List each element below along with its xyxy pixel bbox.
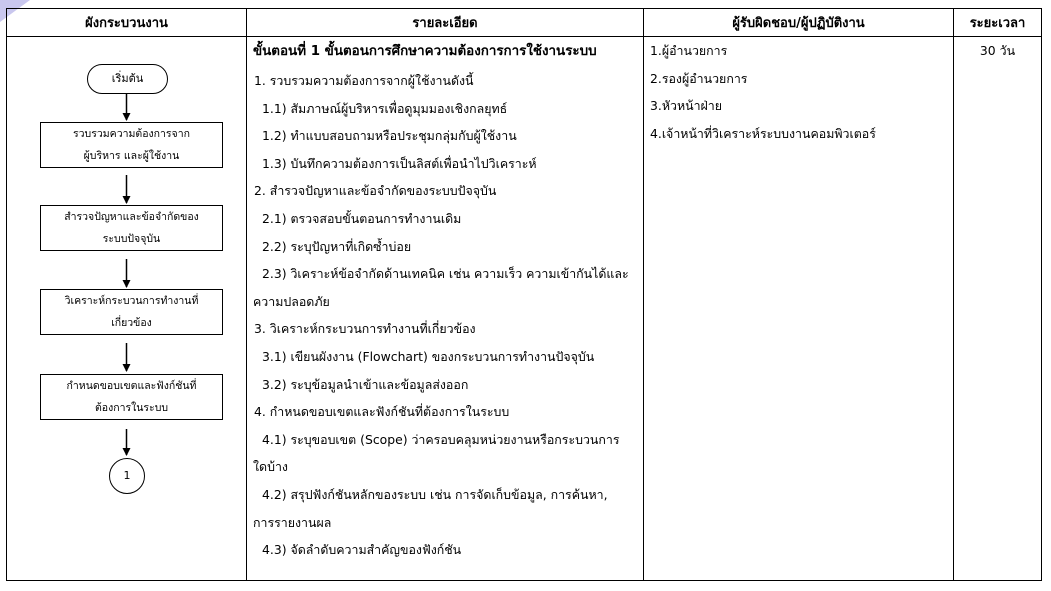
flow-connector: 1 (109, 458, 145, 494)
flow-box-survey-problems: สำรวจปัญหาและข้อจำกัดของ ระบบปัจจุบัน (40, 205, 223, 251)
responsible-item: 1.ผู้อำนวยการ (650, 43, 728, 58)
duration-value: 30 วัน (979, 43, 1016, 58)
detail-line: 3.2) ระบุข้อมูลนำเข้าและข้อมูลส่งออก (262, 376, 469, 392)
responsible-list (644, 37, 953, 147)
flow-box-gather-requirements: รวบรวมความต้องการจาก ผู้บริหาร และผู้ใช้งาน (40, 122, 223, 168)
flowchart (7, 37, 247, 577)
header-duration: ระยะเวลา (954, 9, 1042, 37)
flow-box-define-scope: กำหนดขอบเขตและฟังก์ชันที่ ต้องการในระบบ (40, 374, 223, 420)
detail-line: การรายงานผล (253, 514, 332, 530)
header-detail: รายละเอียด (247, 9, 644, 37)
detail-line: 1.3) บันทึกความต้องการเป็นลิสต์เพื่อนำไปวิเคราะห์ (262, 155, 537, 171)
responsible-item: 2.รองผู้อำนวยการ (650, 70, 748, 86)
header-responsible: ผู้รับผิดชอบ/ผู้ปฏิบัติงาน (644, 9, 954, 37)
detail-line: 4.1) ระบุขอบเขต (Scope) ว่าครอบคลุมหน่วยงานหรือกระบวนการ (262, 431, 620, 447)
step-title: ขั้นตอนที่ 1 ขั้นตอนการศึกษาความต้องการการใช้งานระบบ (253, 44, 597, 59)
responsible-cell (644, 37, 954, 581)
procedure-table (6, 8, 1042, 581)
duration-cell (954, 37, 1042, 581)
detail-line: 2.3) วิเคราะห์ข้อจำกัดด้านเทคนิค เช่น ความเร็ว ความเข้ากันได้และ (262, 266, 629, 282)
detail-line: ใดบ้าง (253, 459, 288, 475)
header-flow: ผังกระบวนงาน (7, 9, 247, 37)
responsible-item: 4.เจ้าหน้าที่วิเคราะห์ระบบงานคอมพิวเตอร์ (650, 125, 876, 141)
detail-line: 1. รวบรวมความต้องการจากผู้ใช้งานดังนี้ (254, 73, 474, 88)
detail-line: 3.1) เขียนผังงาน (Flowchart) ของกระบวนการทำงานปัจจุบัน (262, 348, 595, 364)
detail-line: 2. สำรวจปัญหาและข้อจำกัดของระบบปัจจุบัน (254, 183, 497, 199)
detail-cell (247, 37, 644, 581)
detail-line: 1.2) ทำแบบสอบถามหรือประชุมกลุ่มกับผู้ใช้งาน (262, 128, 517, 144)
flow-cell (7, 37, 247, 581)
detail-line: 4.3) จัดลำดับความสำคัญของฟังก์ชัน (262, 542, 462, 558)
detail-line: 4.2) สรุปฟังก์ชันหลักของระบบ เช่น การจัดเก็บข้อมูล, การค้นหา, (262, 486, 608, 502)
flow-start-terminal: เริ่มต้น (87, 64, 168, 94)
header-row (7, 9, 1042, 37)
detail-line: 2.2) ระบุปัญหาที่เกิดซ้ำบ่อย (262, 238, 412, 254)
detail-line: ความปลอดภัย (253, 293, 330, 309)
responsible-item: 3.หัวหน้าฝ่าย (650, 98, 723, 114)
detail-line: 3. วิเคราะห์กระบวนการทำงานที่เกี่ยวข้อง (254, 321, 476, 337)
detail-content (247, 37, 643, 564)
flow-box-analyze-process: วิเคราะห์กระบวนการทำงานที่ เกี่ยวข้อง (40, 289, 223, 335)
detail-line: 1.1) สัมภาษณ์ผู้บริหารเพื่อดูมุมมองเชิงกลยุทธ์ (262, 100, 508, 116)
detail-line: 4. กำหนดขอบเขตและฟังก์ชันที่ต้องการในระบบ (254, 404, 510, 420)
detail-line: 2.1) ตรวจสอบขั้นตอนการทำงานเดิม (262, 210, 462, 226)
step-row (7, 37, 1042, 581)
